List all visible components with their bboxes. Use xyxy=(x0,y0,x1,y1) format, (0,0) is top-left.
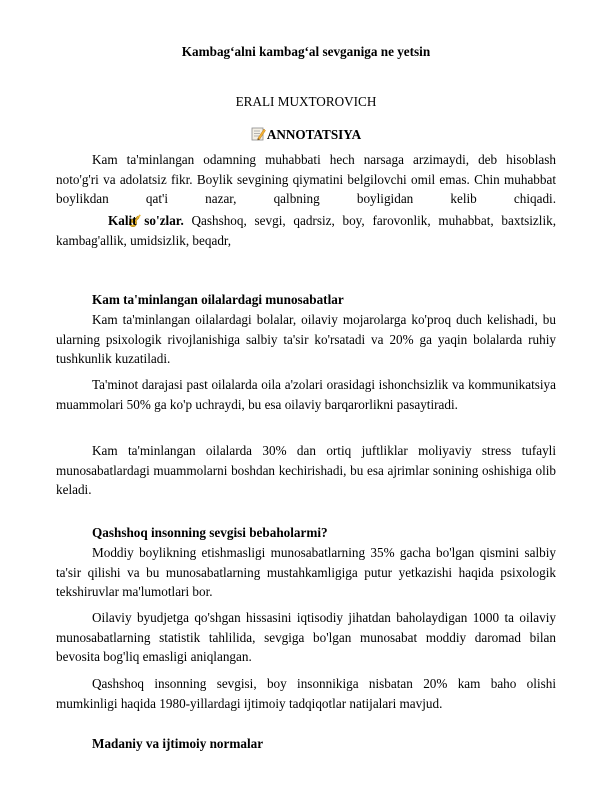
keywords-label: Kalit so'zlar. xyxy=(108,213,184,228)
section-2-paragraph-1: Moddiy boylikning etishmasligi munosabatlarning 35% gacha bo'lgan qismini salbiy ta'sir qilishi va bu munosabatlarning mustahkamligiga putur yetkazishi haqida psixologik tekshiruvlar ma'lumotlari bor. xyxy=(56,545,556,600)
section-heading-2: Qashshoq insonning sevgisi bebaholarmi? xyxy=(92,525,328,540)
section-1-paragraph-2: Ta'minot darajasi past oilalarda oila a'zolari orasidagi ishonchsizlik va kommunikatsiya muammolari 50% ga ko'p uchraydi, bu esa oilaviy barqarorlikni pasaytiradi. xyxy=(56,377,556,412)
section-2-paragraph-3: Qashshoq insonning sevgisi, boy insonnikiga nisbatan 20% kam baho olishi mumkinligi haqida 1980-yillardagi ijtimoiy tadqiqotlar natijalari mavjud. xyxy=(56,676,556,711)
keywords-text: Qashshoq, sevgi, qadrsiz, boy, farovonlik, muhabbat, baxtsizlik, kambag'allik, umidsizlik, beqadr, xyxy=(56,213,556,248)
annotation-text: Kam ta'minlangan odamning muhabbati hech narsaga arzimaydi, deb hisoblash noto'g'ri va adolatsiz fikr. Boylik sevgining qiymatini belgilovchi omil emas. Chin muhabbat boylikdan qat'i nazar, qalbning boyligidan kelib chiqadi. xyxy=(56,152,556,207)
document-title: Kambag‘alni kambag‘al sevganiga ne yetsin xyxy=(181,44,431,59)
memo-pencil-icon xyxy=(251,126,266,141)
annotation-heading xyxy=(0,126,612,143)
key-icon xyxy=(92,212,108,228)
section-1-paragraph-3: Kam ta'minlangan oilalarda 30% dan ortiq juftliklar moliyaviy stress tufayli munosabatlardagi muammolarni boshdan kechirishadi, bu esa ajrimlar sonining oshishiga olib keladi. xyxy=(56,443,556,498)
section-heading-1: Kam ta'minlangan oilalardagi munosabatlar xyxy=(92,292,344,307)
section-heading-3: Madaniy va ijtimoiy normalar xyxy=(92,736,264,751)
annotation-heading-text: ANNOTATSIYA xyxy=(266,127,362,142)
section-1-paragraph-1: Kam ta'minlangan oilalardagi bolalar, oilaviy mojarolarga ko'proq duch kelishadi, bu ularning psixologik rivojlanishiga salbiy ta'sir ko'rsatadi va 20% ga yaqin bolalarda ruhiy tushkunlik kuzatiladi. xyxy=(56,312,556,367)
section-2-paragraph-2: Oilaviy byudjetga qo'shgan hissasini iqtisodiy jihatdan baholaydigan 1000 ta oilaviy munosabatlarning statistik tahlilida, sevgiga bo'lgan munosabat moddiy daromad bilan bevosita bog'liq emasligi aniqlangan. xyxy=(56,610,556,665)
keywords-paragraph xyxy=(56,211,556,250)
author-name: ERALI MUXTOROVICH xyxy=(235,94,377,109)
